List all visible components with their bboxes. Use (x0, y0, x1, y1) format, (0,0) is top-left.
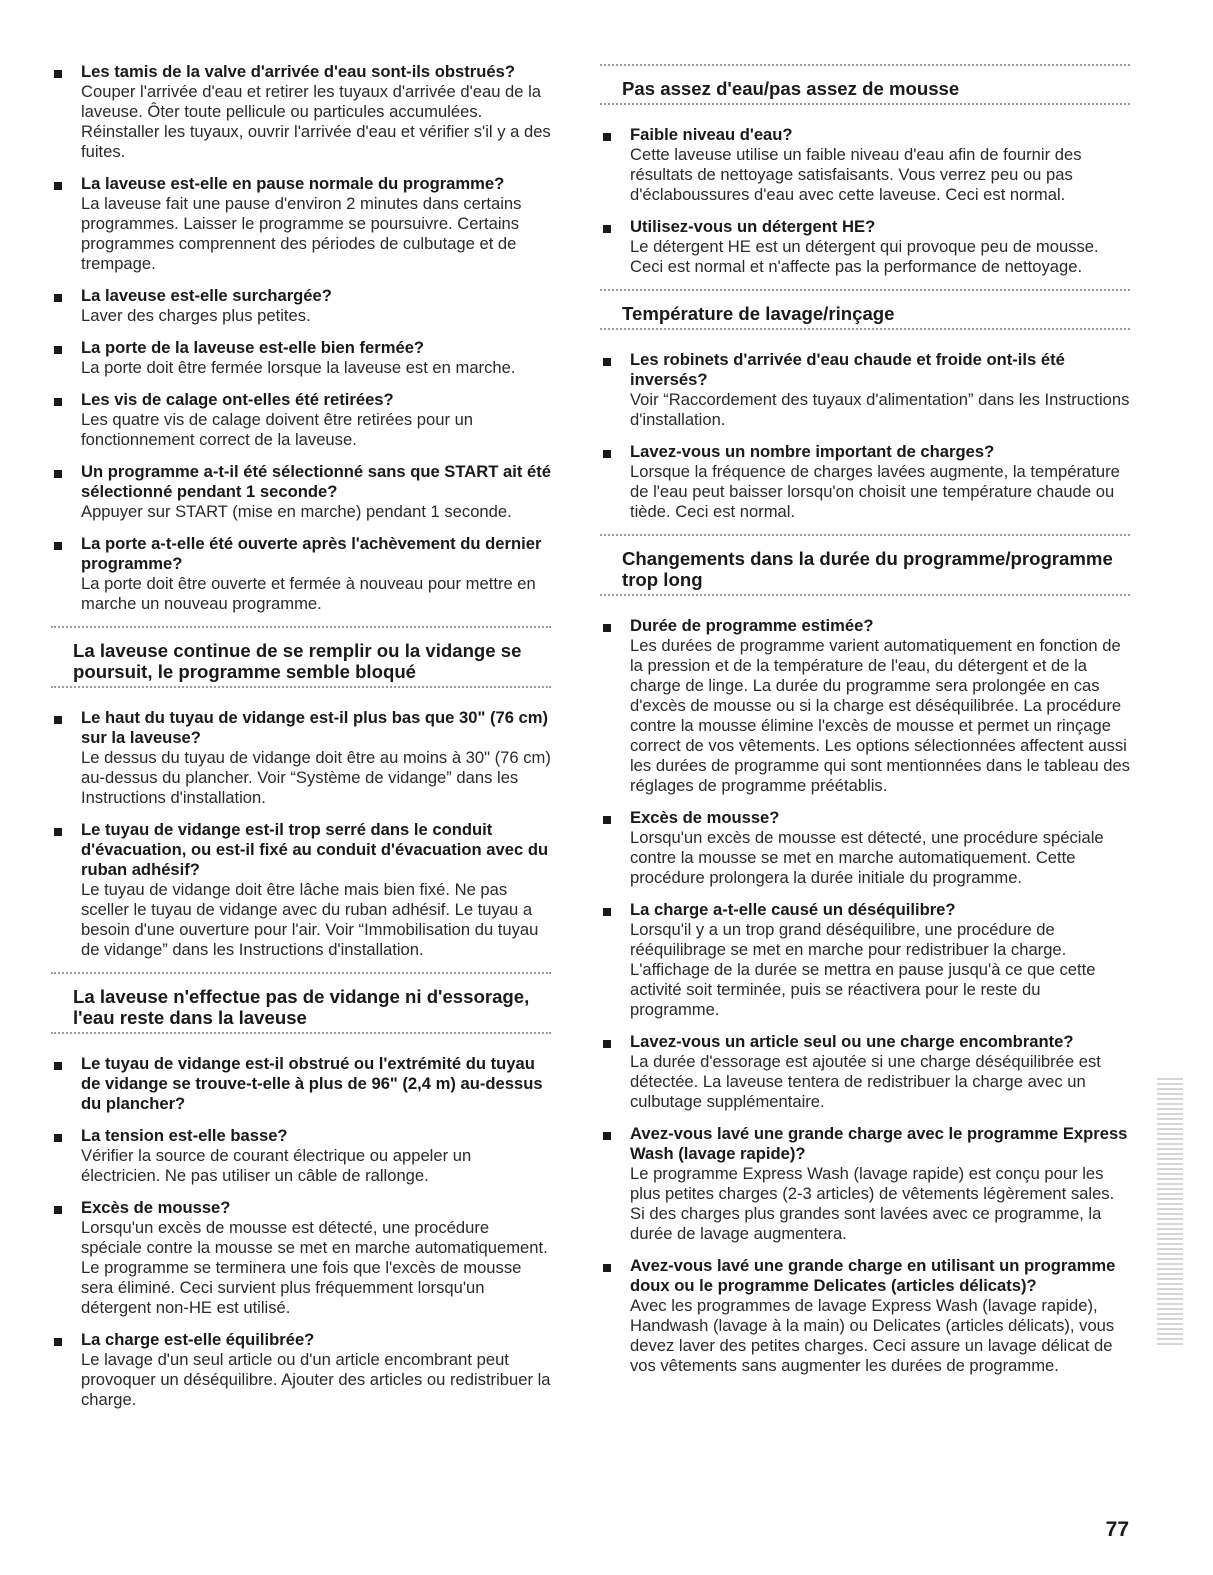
question-text: La charge est-elle équilibrée? (81, 1330, 315, 1349)
answer-text: Lorsque la fréquence de charges lavées augmente, la température de l'eau peut baisser lorsqu'on choisit une température chaude ou tiède. Ceci est normal. (630, 462, 1120, 521)
section-heading: Changements dans la durée du programme/programme trop long (622, 548, 1113, 590)
side-language-tab (1157, 1075, 1183, 1345)
question-text: Les tamis de la valve d'arrivée d'eau sont-ils obstrués? (81, 62, 515, 81)
question-text: Un programme a-t-il été sélectionné sans que START ait été sélectionné pendant 1 seconde? (81, 462, 551, 501)
section-temperature (600, 289, 1130, 334)
section-continues-filling (51, 626, 551, 692)
section-rule (600, 328, 1130, 334)
list-item (600, 1256, 1130, 1376)
question-text: Avez-vous lavé une grande charge avec le programme Express Wash (lavage rapide)? (630, 1124, 1128, 1163)
question-text: Excès de mousse? (630, 808, 780, 827)
section-heading: Pas assez d'eau/pas assez de mousse (622, 78, 960, 99)
list-item (51, 62, 551, 162)
right-group-1 (600, 125, 1130, 277)
list-item (51, 286, 551, 326)
left-group-1 (51, 62, 551, 614)
left-group-2 (51, 708, 551, 960)
question-text: La porte de la laveuse est-elle bien fermée? (81, 338, 425, 357)
section-rule (51, 1032, 551, 1038)
section-heading: Température de lavage/rinçage (622, 303, 895, 324)
question-text: La porte a-t-elle été ouverte après l'achèvement du dernier programme? (81, 534, 542, 573)
question-text: Lavez-vous un article seul ou une charge encombrante? (630, 1032, 1074, 1051)
answer-text: Le tuyau de vidange doit être lâche mais bien fixé. Ne pas sceller le tuyau de vidange avec du ruban adhésif. Le tuyau a besoin d'une ouverture pour l'air. Voir “Immobilisation du tuyau de vidange” dans les Instructions d'installation. (81, 880, 539, 959)
answer-text: La laveuse fait une pause d'environ 2 minutes dans certains programmes. Laisser le programme se poursuivre. Certains programmes comprennent des périodes de culbutage et de trempage. (81, 194, 522, 273)
answer-text: La durée d'essorage est ajoutée si une charge déséquilibrée est détectée. La laveuse tentera de redistribuer la charge avec un culbutage supplémentaire. (630, 1052, 1101, 1111)
question-text: Durée de programme estimée? (630, 616, 874, 635)
question-text: La tension est-elle basse? (81, 1126, 288, 1145)
question-text: Le tuyau de vidange est-il trop serré dans le conduit d'évacuation, ou est-il fixé au conduit d'évacuation avec du ruban adhésif? (81, 820, 549, 879)
section-rule (51, 686, 551, 692)
list-item (51, 534, 551, 614)
answer-text: Couper l'arrivée d'eau et retirer les tuyaux d'arrivée d'eau de la laveuse. Ôter toute pellicule ou particules accumulées. Réinstaller les tuyaux, ouvrir l'arrivée d'eau et vérifier s'il y a des fuites. (81, 82, 551, 161)
answer-text: Avec les programmes de lavage Express Wash (lavage rapide), Handwash (lavage à la main) ou Delicates (articles délicats), vous devez laver des petites charges. Ceci assure un lavage délicat de vos vêtements sans augmenter les durées de programme. (630, 1296, 1115, 1375)
list-item (51, 1198, 551, 1318)
list-item (600, 808, 1130, 888)
page-number: 77 (1105, 1518, 1129, 1541)
question-text: La charge a-t-elle causé un déséquilibre? (630, 900, 956, 919)
section-no-drain (51, 972, 551, 1038)
answer-text: La porte doit être ouverte et fermée à nouveau pour mettre en marche un nouveau programme. (81, 574, 536, 613)
section-rule (600, 103, 1130, 109)
question-text: Le haut du tuyau de vidange est-il plus bas que 30" (76 cm) sur la laveuse? (81, 708, 549, 747)
answer-text: Appuyer sur START (mise en marche) pendant 1 seconde. (81, 502, 512, 521)
left-column (51, 62, 551, 1422)
section-rule (600, 594, 1130, 600)
answer-text: Lorsqu'un excès de mousse est détecté, une procédure spéciale contre la mousse se met en marche automatiquement. Le programme se terminera une fois que l'excès de mousse sera éliminé. Ceci survient plus fréquemment lorsqu'un détergent non-HE est utilisé. (81, 1218, 548, 1317)
question-text: Les robinets d'arrivée d'eau chaude et froide ont-ils été inversés? (630, 350, 1065, 389)
list-item (600, 900, 1130, 1020)
list-item (51, 1330, 551, 1410)
list-item (600, 442, 1130, 522)
answer-text: Le dessus du tuyau de vidange doit être au moins à 30" (76 cm) au-dessus du plancher. Voir “Système de vidange” dans les Instructions d'installation. (81, 748, 551, 807)
right-group-2 (600, 350, 1130, 522)
list-item (51, 338, 551, 378)
answer-text: Laver des charges plus petites. (81, 306, 311, 325)
question-text: Le tuyau de vidange est-il obstrué ou l'extrémité du tuyau de vidange se trouve-t-elle à plus de 96" (2,4 m) au-dessus du plancher? (81, 1054, 543, 1113)
list-item (600, 1032, 1130, 1112)
right-column (600, 64, 1130, 1388)
answer-text: Vérifier la source de courant électrique ou appeler un électricien. Ne pas utiliser un câble de rallonge. (81, 1146, 472, 1185)
list-item (600, 616, 1130, 796)
section-heading: La laveuse n'effectue pas de vidange ni d'essorage, l'eau reste dans la laveuse (73, 986, 530, 1028)
question-text: Les vis de calage ont-elles été retirées? (81, 390, 394, 409)
answer-text: Cette laveuse utilise un faible niveau d'eau afin de fournir des résultats de nettoyage satisfaisants. Vous verrez peu ou pas d'éclaboussures d'eau avec cette laveuse. Ceci est normal. (630, 145, 1082, 204)
answer-text: Le détergent HE est un détergent qui provoque peu de mousse. Ceci est normal et n'affecte pas la performance de nettoyage. (630, 237, 1099, 276)
list-item (51, 708, 551, 808)
answer-text: Le programme Express Wash (lavage rapide) est conçu pour les plus petites charges (2-3 articles) de vêtements légèrement sales. Si des charges plus grandes sont lavées avec ce programme, la durée de lavage augmentera. (630, 1164, 1115, 1243)
question-text: Avez-vous lavé une grande charge en utilisant un programme doux ou le programme Delicates (articles délicats)? (630, 1256, 1116, 1295)
list-item (51, 1054, 551, 1114)
list-item (51, 174, 551, 274)
answer-text: Les quatre vis de calage doivent être retirées pour un fonctionnement correct de la laveuse. (81, 410, 474, 449)
list-item (51, 390, 551, 450)
answer-text: Lorsqu'un excès de mousse est détecté, une procédure spéciale contre la mousse se met en marche automatiquement. Cette procédure prolongera la durée initiale du programme. (630, 828, 1104, 887)
question-text: Utilisez-vous un détergent HE? (630, 217, 876, 236)
answer-text: Lorsqu'il y a un trop grand déséquilibre, une procédure de rééquilibrage se met en marche pour redistribuer la charge. L'affichage de la durée se mettra en pause jusqu'à ce que cette activité soit terminée, puis se réactivera pour le reste du programme. (630, 920, 1096, 1019)
question-text: Lavez-vous un nombre important de charges? (630, 442, 995, 461)
section-cycle-time (600, 534, 1130, 600)
list-item (600, 217, 1130, 277)
question-text: Faible niveau d'eau? (630, 125, 793, 144)
list-item (51, 462, 551, 522)
answer-text: La porte doit être fermée lorsque la laveuse est en marche. (81, 358, 516, 377)
list-item (600, 350, 1130, 430)
left-group-3 (51, 1054, 551, 1410)
question-text: La laveuse est-elle en pause normale du programme? (81, 174, 505, 193)
list-item (51, 820, 551, 960)
list-item (600, 125, 1130, 205)
list-item (600, 1124, 1130, 1244)
question-text: Excès de mousse? (81, 1198, 231, 1217)
section-water-foam (600, 64, 1130, 109)
answer-text: Le lavage d'un seul article ou d'un article encombrant peut provoquer un déséquilibre. Ajouter des articles ou redistribuer la charge. (81, 1350, 551, 1409)
list-item (51, 1126, 551, 1186)
section-heading: La laveuse continue de se remplir ou la vidange se poursuit, le programme semble bloqué (73, 640, 522, 682)
question-text: La laveuse est-elle surchargée? (81, 286, 332, 305)
answer-text: Les durées de programme varient automatiquement en fonction de la pression et de la température de l'eau, du détergent et de la charge de linge. La durée du programme sera prolongée en cas d'excès de mousse ou si la charge est déséquilibrée. La procédure contre la mousse élimine l'excès de mousse et permet un rinçage correct de vos vêtements. Les options sélectionnées affectent aussi les durées de programme qui sont mentionnées dans le tableau des réglages de programme préétablis. (630, 636, 1130, 795)
answer-text: Voir “Raccordement des tuyaux d'alimentation” dans les Instructions d'installation. (630, 390, 1130, 429)
right-group-3 (600, 616, 1130, 1376)
